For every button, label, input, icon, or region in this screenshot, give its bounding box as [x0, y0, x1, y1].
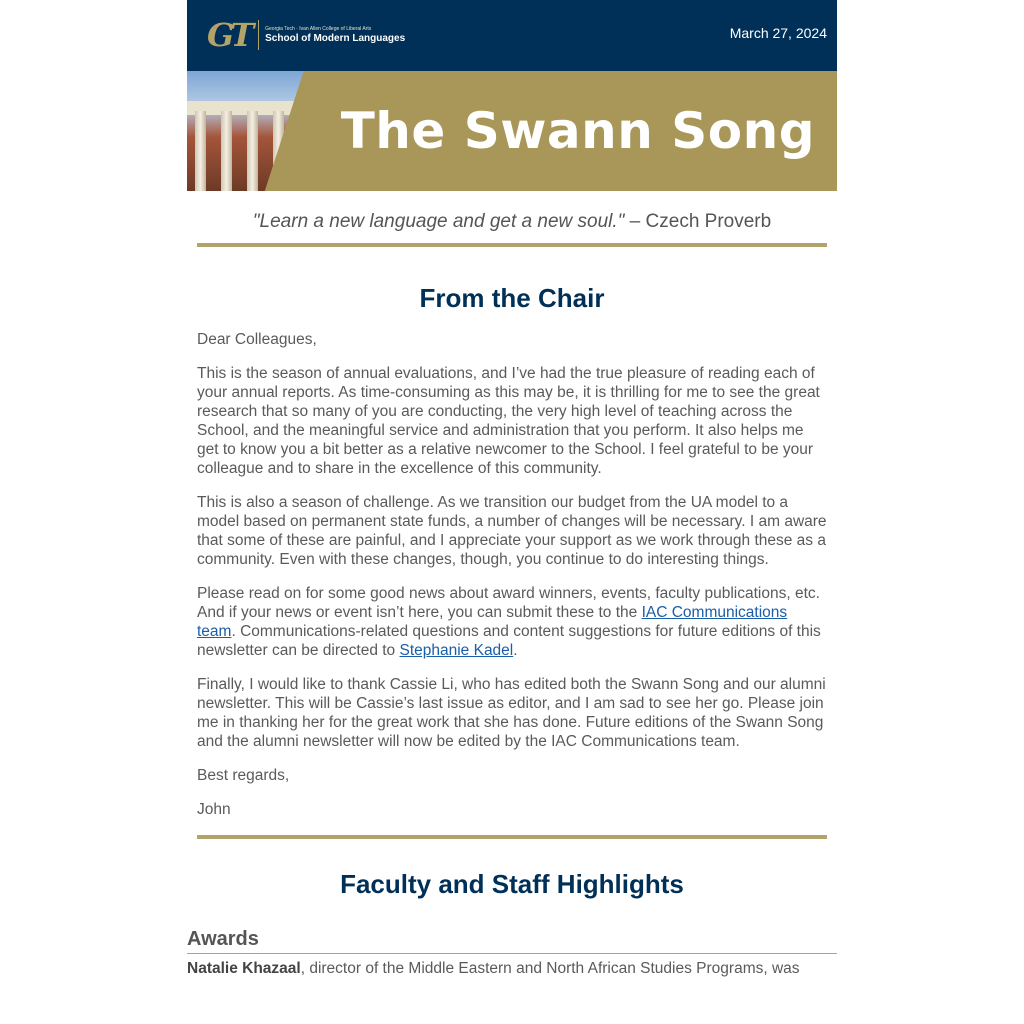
logo-school: School of Modern Languages — [265, 32, 406, 44]
logo-divider — [258, 20, 259, 50]
paragraph-text: . — [513, 642, 518, 659]
paragraph-text: . Communications-related questions and content suggestions for future editions of this newsletter can be directed to — [197, 623, 821, 659]
logo-college: Georgia Tech · Ivan Allen College of Liberal Arts — [265, 25, 372, 32]
issue-date: March 27, 2024 — [729, 25, 827, 41]
gt-logo-mark: GT — [207, 16, 251, 54]
building-column — [221, 111, 232, 191]
gt-logo[interactable] — [207, 18, 405, 52]
chair-heading: From the Chair — [419, 283, 605, 313]
closing: Best regards, — [197, 767, 290, 784]
stephanie-kadel-link[interactable]: Stephanie Kadel — [399, 642, 514, 659]
signature: John — [197, 801, 231, 818]
highlights-section — [187, 869, 837, 978]
newsletter — [187, 0, 837, 978]
logo-text — [265, 26, 405, 45]
building-column — [247, 111, 258, 191]
building-column — [195, 111, 206, 191]
awards-heading: Awards — [187, 928, 837, 954]
award-text: , director of the Middle Eastern and North African Studies Programs, was — [300, 960, 800, 977]
quote-text: "Learn a new language and get a new soul." — [252, 211, 625, 232]
greeting: Dear Colleagues, — [197, 331, 317, 348]
chair-letter — [187, 330, 837, 819]
award-item — [187, 959, 837, 978]
highlights-heading: Faculty and Staff Highlights — [340, 869, 684, 899]
proverb-quote — [197, 211, 827, 247]
paragraph — [197, 584, 827, 660]
paragraph: This is also a season of challenge. As we transition our budget from the UA model to a model based on permanent state funds, a number of changes will be necessary. I am aware that some of these are painful, and I appreciate your support as we work through these as a community. Even with these changes, though, you continue to do interesting things. — [197, 494, 827, 568]
paragraph: This is the season of annual evaluations, and I’ve had the true pleasure of reading each of your annual reports. As time-consuming as this may be, it is thrilling for me to see the great research that so many of you are conducting, the very high level of teaching across the School, and the meaningful service and administration that you perform. It also helps me get to know you a bit better as a relative newcomer to the School. I feel grateful to be your colleague and to share in the excellence of this community. — [197, 365, 820, 477]
masthead-banner — [187, 71, 837, 191]
quote-attribution: – Czech Proverb — [624, 211, 772, 232]
section-divider — [197, 835, 827, 839]
paragraph-text: Please read on for some good news about award winners, events, faculty publications, etc. And if your news or event isn’t here, you can submit these to the — [197, 585, 820, 621]
chair-section — [187, 283, 837, 819]
iac-communications-link[interactable]: IAC Communications team — [197, 604, 788, 640]
header-bar — [187, 0, 837, 71]
paragraph: Finally, I would like to thank Cassie Li, who has edited both the Swann Song and our alumni newsletter. This will be Cassie’s last issue as editor, and I am sad to see her go. Please join me in thanking her for the great work that she has done. Future editions of the Swann Song and the alumni newsletter will now be edited by the IAC Communications team. — [197, 676, 826, 750]
newsletter-title: The Swann Song — [340, 102, 815, 160]
award-recipient: Natalie Khazaal — [187, 960, 301, 977]
